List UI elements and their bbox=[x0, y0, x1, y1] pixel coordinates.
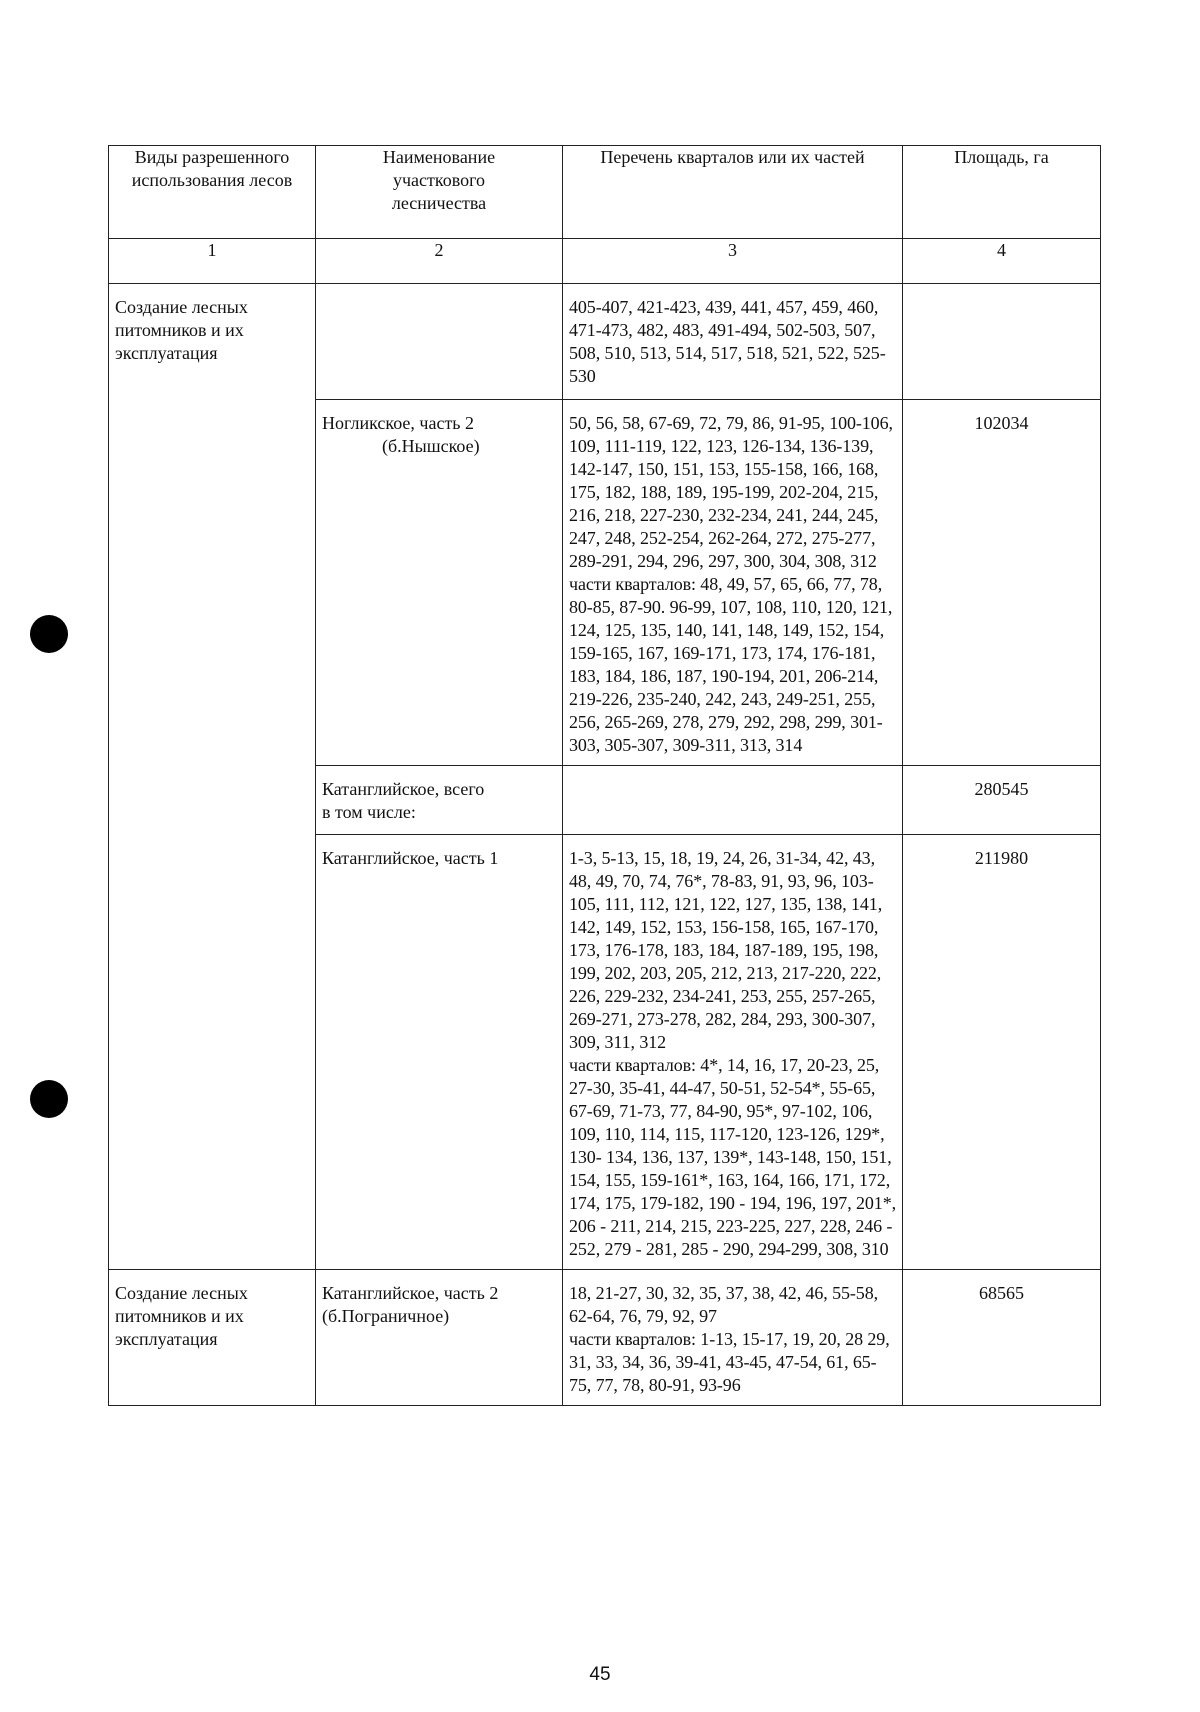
area-cell: 102034 bbox=[903, 400, 1101, 766]
header-use-type: Виды разрешенного использования лесов bbox=[109, 146, 316, 239]
punch-hole-top bbox=[30, 615, 68, 653]
forest-use-table bbox=[108, 145, 1101, 1406]
quarters-parts-list: части кварталов: 48, 49, 57, 65, 66, 77, 78, 80-85, 87-90. 96-99, 107, 108, 110, 120, 121, 124, 125, 135, 140, 141, 148, 149, 152, 154, 159-165, 167, 169-171, 173, 174, 176-181, 183, 184, 186, 187, 190-194, 201, 206-214, 219-226, 235-240, 242, 243, 249-251, 255, 256, 265-269, 278, 279, 292, 298, 299, 301-303, 305-307, 309-311, 313, 314 bbox=[569, 574, 893, 755]
quarters-list: 18, 21-27, 30, 32, 35, 37, 38, 42, 46, 55-58, 62-64, 76, 79, 92, 97 bbox=[569, 1283, 878, 1326]
forestry-cell bbox=[316, 284, 563, 400]
quarters-cell bbox=[563, 1270, 903, 1406]
area-cell: 68565 bbox=[903, 1270, 1101, 1406]
quarters-cell bbox=[563, 284, 903, 400]
header-forestry: Наименование участкового лесничества bbox=[316, 146, 563, 239]
table-header-row bbox=[109, 146, 1101, 239]
forestry-name: Ногликское, часть 2 bbox=[322, 413, 475, 433]
area-cell: 211980 bbox=[903, 835, 1101, 1270]
forestry-cell bbox=[316, 1270, 563, 1406]
use-type-cell bbox=[109, 1270, 316, 1406]
use-type-text: Создание лесных питомников и их эксплуатация bbox=[115, 297, 248, 363]
header-quarters: Перечень кварталов или их частей bbox=[563, 146, 903, 239]
forestry-cell bbox=[316, 766, 563, 835]
column-number-row bbox=[109, 239, 1101, 284]
page-number: 45 bbox=[589, 1664, 611, 1685]
column-number-1: 1 bbox=[109, 239, 316, 284]
forestry-subtitle: в том числе: bbox=[322, 802, 416, 822]
column-number-4: 4 bbox=[903, 239, 1101, 284]
column-number-2: 2 bbox=[316, 239, 563, 284]
forestry-cell bbox=[316, 400, 563, 766]
table-row bbox=[109, 284, 1101, 400]
forestry-name: Катанглийское, всего bbox=[322, 779, 485, 799]
use-type-cell bbox=[109, 284, 316, 1270]
area-cell: 280545 bbox=[903, 766, 1101, 835]
punch-hole-bottom bbox=[30, 1080, 68, 1118]
area-cell bbox=[903, 284, 1101, 400]
quarters-cell bbox=[563, 400, 903, 766]
header-area: Площадь, га bbox=[903, 146, 1101, 239]
forestry-former-name: (б.Нышское) bbox=[382, 436, 480, 456]
quarters-list: 1-3, 5-13, 15, 18, 19, 24, 26, 31-34, 42, 43, 48, 49, 70, 74, 76*, 78-83, 91, 93, 96, 103-105, 111, 112, 121, 122, 127, 135, 138, 141, 142, 149, 152, 153, 156-158, 165, 167-170, 173, 176-178, 183, 184, 187-189, 195, 198, 199, 202, 203, 205, 212, 213, 217-220, 222, 226, 229-232, 234-241, 253, 255, 257-265, 269-271, 273-278, 282, 284, 293, 300-307, 309, 311, 312 bbox=[569, 848, 883, 1052]
forestry-cell: Катанглийское, часть 1 bbox=[316, 835, 563, 1270]
forestry-name: Катанглийское, часть 2 bbox=[322, 1283, 499, 1303]
quarters-list: 50, 56, 58, 67-69, 72, 79, 86, 91-95, 100-106, 109, 111-119, 122, 123, 126-134, 136-139, 142-147, 150, 151, 153, 155-158, 166, 168, 175, 182, 188, 189, 195-199, 202-204, 215, 216, 218, 227-230, 232-234, 241, 244, 245, 247, 248, 252-254, 262-264, 272, 275-277, 289-291, 294, 296, 297, 300, 304, 308, 312 bbox=[569, 413, 893, 571]
table-row bbox=[109, 1270, 1101, 1406]
quarters-cell bbox=[563, 835, 903, 1270]
column-number-3: 3 bbox=[563, 239, 903, 284]
use-type-text: Создание лесных питомников и их эксплуатация bbox=[115, 1283, 248, 1349]
forestry-former-name: (б.Пограничное) bbox=[322, 1306, 450, 1326]
quarters-list: 405-407, 421-423, 439, 441, 457, 459, 460, 471-473, 482, 483, 491-494, 502-503, 507, 508, 510, 513, 514, 517, 518, 521, 522, 525-530 bbox=[569, 297, 886, 386]
quarters-cell bbox=[563, 766, 903, 835]
quarters-parts-list: части кварталов: 1-13, 15-17, 19, 20, 28 29, 31, 33, 34, 36, 39-41, 43-45, 47-54, 61, 65-75, 77, 78, 80-91, 93-96 bbox=[569, 1329, 890, 1395]
quarters-parts-list: части кварталов: 4*, 14, 16, 17, 20-23, 25, 27-30, 35-41, 44-47, 50-51, 52-54*, 55-65, 67-69, 71-73, 77, 84-90, 95*, 97-102, 106, 109, 110, 114, 115, 117-120, 123-126, 129*, 130- 134, 136, 137, 139*, 143-148, 150, 151, 154, 155, 159-161*, 163, 164, 166, 171, 172, 174, 175, 179-182, 190 - 194, 196, 197, 201*, 206 - 211, 214, 215, 223-225, 227, 228, 246 - 252, 279 - 281, 285 - 290, 294-299, 308, 310 bbox=[569, 1055, 896, 1259]
